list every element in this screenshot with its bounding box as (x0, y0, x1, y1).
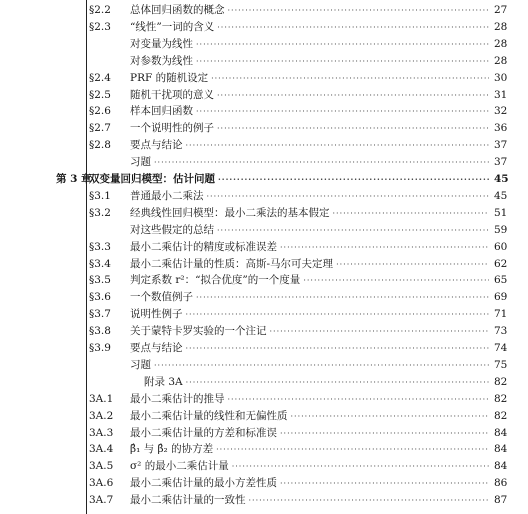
dot-leader (249, 491, 490, 510)
entry-page-number: 71 (494, 308, 508, 321)
entry-number: 3A.2 (89, 409, 114, 422)
entry-page-number: 37 (494, 139, 508, 152)
entry-page-number: 30 (494, 71, 508, 84)
entry-page-number: 28 (494, 20, 508, 33)
entry-page-number: 62 (494, 257, 508, 270)
entry-title: 双变量回归模型：估计问题 (89, 173, 215, 185)
entry-page-number: 32 (494, 105, 508, 118)
entry-number: §3.8 (89, 325, 111, 338)
entry-page-number: 84 (494, 443, 508, 456)
entry-number: 3A.6 (89, 477, 114, 490)
entry-title: 对这些假定的总结 (130, 223, 214, 236)
entry-title: 判定系数 r²：“拟合优度”的一个度量 (130, 274, 301, 287)
entry-title: 要点与结论 (130, 342, 183, 354)
entry-title: 说明性例子 (130, 308, 183, 321)
entry-title: PRF 的随机设定 (130, 71, 209, 84)
entry-page-number: 28 (494, 37, 508, 50)
entry-number: §2.8 (89, 139, 111, 152)
entry-title: 最小二乘估计的精度或标准误差 (130, 240, 277, 253)
entry-title: 普通最小二乘法 (130, 189, 204, 202)
entry-title: 一个数值例子 (130, 291, 193, 304)
entry-page-number: 36 (494, 122, 508, 135)
entry-page-number: 45 (494, 173, 509, 185)
entry-title: 最小二乘估计的推导 (130, 392, 225, 405)
entry-title: 要点与结论 (130, 139, 183, 152)
entry-title: 附录 3A (144, 375, 183, 388)
entry-page-number: 28 (494, 54, 508, 67)
entry-number: §2.3 (89, 20, 111, 33)
entry-title: 随机干扰项的意义 (130, 88, 214, 101)
entry-title: 最小二乘估计量的线性和无偏性质 (130, 409, 288, 422)
entry-number: 3A.1 (89, 392, 114, 405)
entry-number: §2.2 (89, 4, 111, 16)
entry-page-number: 60 (494, 240, 508, 253)
entry-number: 3A.3 (89, 426, 114, 439)
entry-number: §3.1 (89, 189, 111, 202)
entry-title: 习题 (130, 156, 151, 169)
entry-title: 最小二乘估计量的性质：高斯-马尔可夫定理 (130, 257, 334, 270)
entry-number: §3.4 (89, 257, 111, 270)
entry-title-line (130, 491, 492, 510)
entry-page-number: 69 (494, 291, 508, 304)
entry-page-number: 87 (494, 494, 508, 507)
entry-title: 最小二乘估计量的方差和标准误 (130, 426, 277, 439)
entry-page-number: 74 (494, 342, 508, 354)
toc-entry (0, 491, 528, 510)
entry-page-number: 84 (494, 460, 508, 473)
entry-page-number: 51 (494, 206, 508, 219)
entry-number: 3A.4 (89, 443, 114, 456)
entry-page-number: 84 (494, 426, 508, 439)
entry-title: 总体回归函数的概念 (130, 4, 225, 16)
entry-title: 习题 (130, 358, 151, 371)
entry-title: “线性”一词的含义 (130, 20, 215, 33)
entry-page-number: 45 (494, 189, 508, 202)
entry-number: §2.5 (89, 88, 111, 101)
entry-number: §3.5 (89, 274, 111, 287)
entry-title: 经典线性回归模型：最小二乘法的基本假定 (130, 206, 330, 219)
entry-title: 对参数为线性 (130, 54, 193, 67)
entry-title: 样本回归函数 (130, 105, 193, 118)
entry-number: 3A.5 (89, 460, 114, 473)
entry-number: §3.6 (89, 291, 111, 304)
entry-page-number: 31 (494, 88, 508, 101)
entry-title: 对变量为线性 (130, 37, 193, 50)
entry-page-number: 86 (494, 477, 508, 490)
entry-page-number: 65 (494, 274, 508, 287)
entry-number: §2.4 (89, 71, 111, 84)
entry-number: §3.3 (89, 240, 111, 253)
entry-page-number: 73 (494, 325, 508, 338)
entry-number: §3.7 (89, 308, 111, 321)
entry-title: β̂₁ 与 β̂₂ 的协方差 (130, 443, 214, 456)
entry-page-number: 27 (494, 4, 508, 16)
entry-page-number: 82 (494, 409, 508, 422)
entry-number: §2.7 (89, 122, 111, 135)
entry-title: 最小二乘估计量的最小方差性质 (130, 477, 277, 490)
entry-page-number: 59 (494, 223, 508, 236)
entry-page-number: 82 (494, 375, 508, 388)
entry-title: 关于蒙特卡罗实验的一个注记 (130, 325, 267, 338)
entry-title: σ² 的最小二乘估计量 (130, 460, 229, 473)
entry-number: §3.9 (89, 342, 111, 354)
entry-title: 一个说明性的例子 (130, 122, 214, 135)
entry-number: §3.2 (89, 206, 111, 219)
entry-title: 最小二乘估计量的一致性 (130, 494, 246, 507)
entry-number: 第 3 章 (56, 173, 92, 185)
entry-page-number: 75 (494, 358, 508, 371)
entry-number: 3A.7 (89, 494, 114, 507)
entry-page-number: 37 (494, 156, 508, 169)
entry-number: §2.6 (89, 105, 111, 118)
entry-page-number: 82 (494, 392, 508, 405)
